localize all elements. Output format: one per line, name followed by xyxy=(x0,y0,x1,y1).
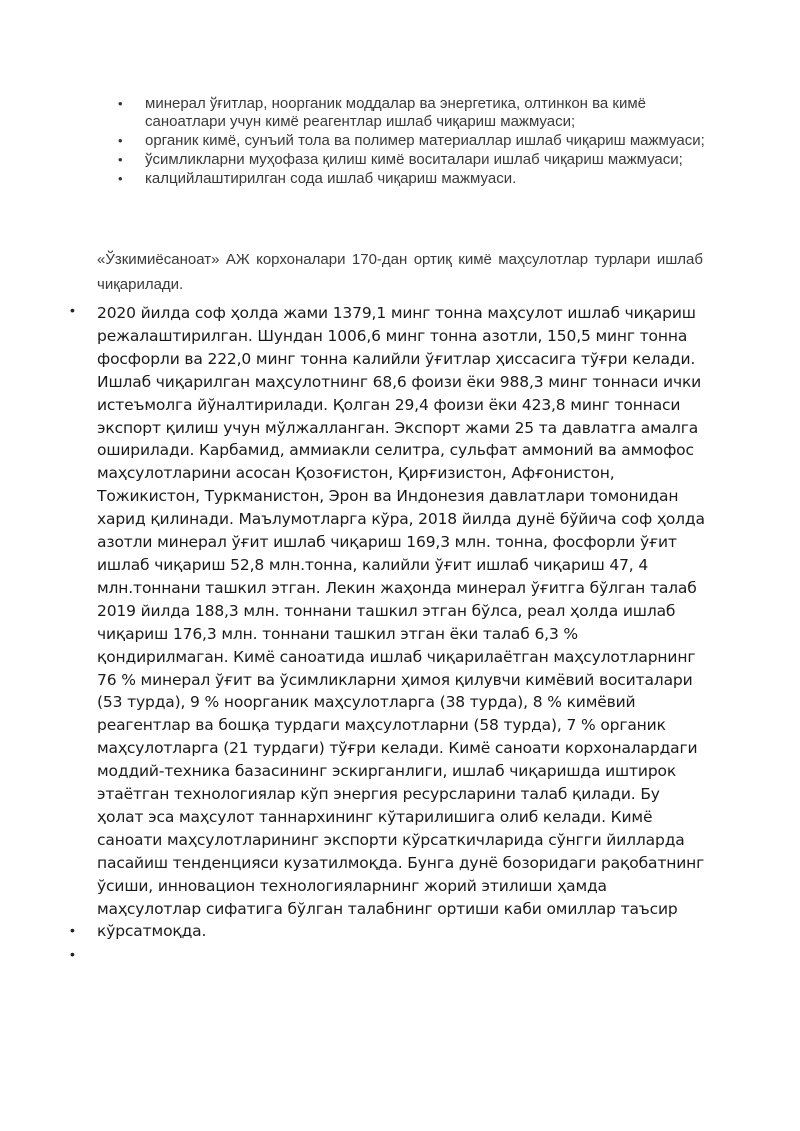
bullet-icon: • xyxy=(118,132,123,148)
list-item xyxy=(118,151,708,169)
intro-paragraph: «Ўзкимиёсаноат» АЖ корхоналари 170-дан ортиқ кимё маҳсулотлар турлари ишлаб чиқарилади. xyxy=(97,251,703,293)
list-item xyxy=(118,132,708,150)
main-paragraph: 2020 йилда соф ҳолда жами 1379,1 минг тонна маҳсулот ишлаб чиқариш режалаштирилган. Шундан 1006,6 минг тонна азотли, 150,5 минг тонна фосфорли ва 222,0 минг тонна калийли ўғитлар ҳиссасига тўғри келади. Ишлаб чиқарилган маҳсулотнинг 68,6 фоизи ёки 988,3 минг тоннаси ички истеъмолга йўналтирилади. Қолган 29,4 фоизи ёки 423,8 минг тоннаси экспорт қилиш учун мўлжалланган. Экспорт жами 25 та давлатга амалга оширилади. Карбамид, аммиакли селитра, сульфат аммоний ва аммофос маҳсулотларини асосан Қозоғистон, Қирғизистон, Афғонистон, Тожикистон, Туркманистон, Эрон ва Индонезия давлатлари томонидан харид қилинади. Маълумотларга кўра, 2018 йилда дунё бўйича соф ҳолда азотли минерал ўғит ишлаб чиқариш 169,3 млн. тонна, фосфорли ўғит ишлаб чиқариш 52,8 млн.тонна, калийли ўғит ишлаб чиқариш 47, 4 млн.тоннани ташкил этган. Лекин жаҳонда минерал ўғитга бўлган талаб 2019 йилда 188,3 млн. тоннани ташкил этган бўлса, реал ҳолда ишлаб чиқариш 176,3 млн. тоннани ташкил этган ёки талаб 6,3 % қондирилмаган. Кимё саноатида ишлаб чиқарилаётган маҳсулотларнинг 76 % минерал ўғит ва ўсимликларни ҳимоя қилувчи кимёвий воситалари (53 турда), 9 % ноорганик маҳсулотларга (38 турда), 8 % кимёвий реагентлар ва бошқа турдаги маҳсулотларни (58 турда), 7 % органик маҳсулотларга (21 турдаги) тўғри келади. Кимё саноати корхоналардаги моддий-техника базасининг эскирганлиги, ишлаб чиқаришда иштирок этаётган технологиялар кўп энергия ресурсларини талаб қилади. Бу ҳолат эса маҳсулот таннархининг кўтарилишига олиб келади. Кимё саноати маҳсулотларининг экспорти кўрсаткичларида сўнгги йилларда пасайиш тенденцияси кузатилмоқда. Бунга дунё бозоридаги рақобатнинг ўсиши, инновацион технологияларнинг жорий этилиши ҳамда маҳсулотлар сифатига бўлган талабнинг ортиши каби омиллар таъсир кўрсатмоқда. xyxy=(97,304,705,941)
empty-bullet-icon: • xyxy=(70,922,75,938)
list-item-text: органик кимё, сунъий тола ва полимер материаллар ишлаб чиқариш мажмуаси; xyxy=(145,131,705,149)
complex-list xyxy=(118,95,708,189)
empty-bullet-icon: • xyxy=(70,946,75,962)
list-item xyxy=(118,95,708,130)
bullet-icon: • xyxy=(118,96,123,111)
list-item-text: минерал ўғитлар, ноорганик моддалар ва энергетика, олтинкон ва кимё саноатлари учун кимё реагентлар ишлаб чиқариш мажмуаси; xyxy=(145,95,647,130)
bullet-icon: • xyxy=(118,170,123,186)
list-item xyxy=(118,170,708,188)
bullet-icon: • xyxy=(70,302,75,318)
list-item-text: калцийлаштирилган сода ишлаб чиқариш мажмуаси. xyxy=(145,169,517,187)
list-item-text: ўсимликларни муҳофаза қилиш кимё воситалари ишлаб чиқариш мажмуаси; xyxy=(145,150,683,168)
bullet-icon: • xyxy=(118,151,123,167)
